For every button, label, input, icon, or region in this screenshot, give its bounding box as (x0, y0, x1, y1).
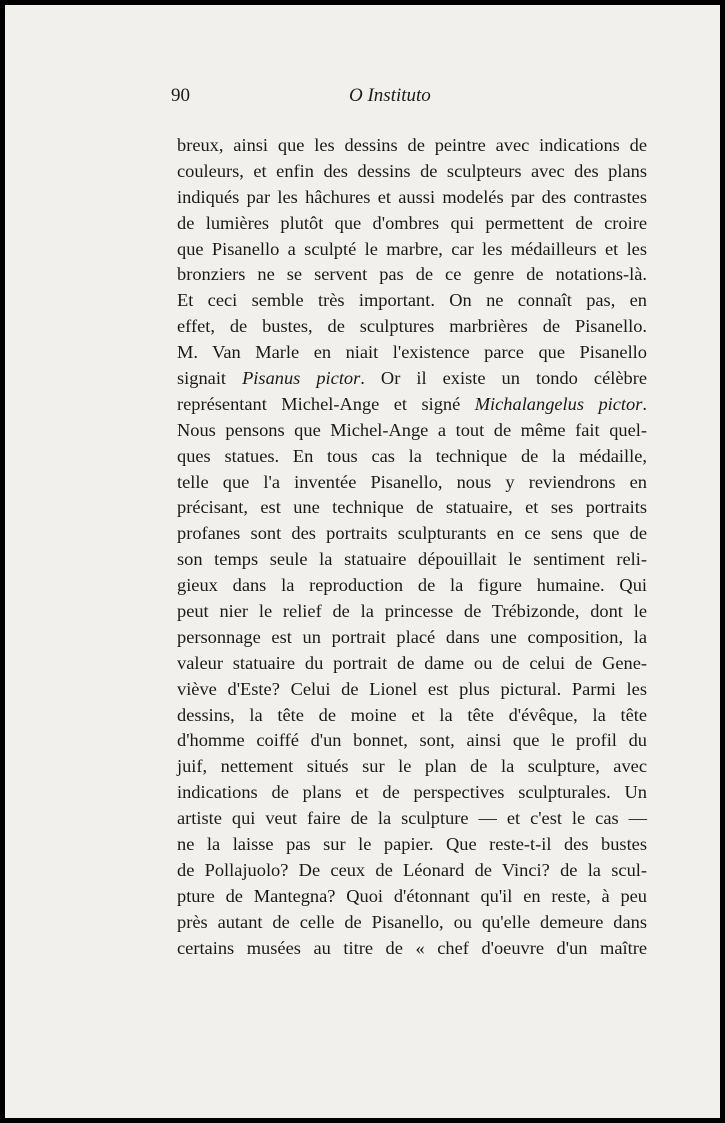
text-line: ne la laisse pas sur le papier. Que reste-t-il des bustes (177, 834, 647, 855)
text-line: pture de Mantegna? Quoi d'étonnant qu'il en reste, à peu (177, 885, 647, 906)
text-line: que Pisanello a sculpté le marbre, car les médailleurs et les (177, 238, 647, 259)
text-line: artiste qui veut faire de la sculpture — et c'est le cas — (177, 808, 647, 829)
text-line: dessins, la tête de moine et la tête d'évêque, la tête (177, 704, 647, 725)
text-line: M. Van Marle en niait l'existence parce que Pisanello (177, 342, 647, 363)
text-line: viève d'Este? Celui de Lionel est plus pictural. Parmi les (177, 678, 647, 699)
page-number: 90 (171, 85, 190, 106)
text-line: bronziers ne se servent pas de ce genre de notations-là. (177, 264, 647, 285)
text-line: juif, nettement situés sur le plan de la sculpture, avec (177, 756, 647, 777)
text-line: de Pollajuolo? De ceux de Léonard de Vinci? de la scul- (177, 859, 647, 880)
running-header (171, 85, 647, 115)
text-line: Et ceci semble très important. On ne connaît pas, en (177, 290, 647, 311)
page-sheet (5, 5, 720, 1118)
text-line: peut nier le relief de la princesse de Trébizonde, dont le (177, 601, 647, 622)
text-line: valeur statuaire du portrait de dame ou de celui de Gene- (177, 652, 647, 673)
italic-signature: Pisanus pictor (242, 368, 361, 389)
text-line: son temps seule la statuaire dépouillait le sentiment reli- (177, 549, 647, 570)
text-line: gieux dans la reproduction de la figure humaine. Qui (177, 575, 647, 596)
text-line: indications de plans et de perspectives sculpturales. Un (177, 782, 647, 803)
text-line: représentant Michel-Ange et signé Michalangelus pictor. (177, 393, 647, 414)
running-title: O Instituto (349, 85, 431, 106)
text-line: certains musées au titre de « chef d'oeuvre d'un maître (177, 937, 647, 958)
text-line: ques statues. En tous cas la technique de la médaille, (177, 445, 647, 466)
text-line: couleurs, et enfin des dessins de sculpteurs avec des plans (177, 160, 647, 181)
text-line: profanes sont des portraits sculpturants en ce sens que de (177, 523, 647, 544)
text-line: personnage est un portrait placé dans une composition, la (177, 626, 647, 647)
text-line: telle que l'a inventée Pisanello, nous y reviendrons en (177, 471, 647, 492)
text-line: précisant, est une technique de statuaire, et ses portraits (177, 497, 647, 518)
text-line: Nous pensons que Michel-Ange a tout de même fait quel- (177, 419, 647, 440)
text-line: effet, de bustes, de sculptures marbrières de Pisanello. (177, 316, 647, 337)
text-line: de lumières plutôt que d'ombres qui permettent de croire (177, 212, 647, 233)
text-line: d'homme coiffé d'un bonnet, sont, ainsi que le profil du (177, 730, 647, 751)
text-line: indiqués par les hâchures et aussi modelés par des contrastes (177, 186, 647, 207)
body-text (177, 133, 647, 962)
italic-signature: Michalangelus pictor (474, 393, 643, 414)
text-line: près autant de celle de Pisanello, ou qu'elle demeure dans (177, 911, 647, 932)
text-line: breux, ainsi que les dessins de peintre avec indications de (177, 135, 647, 155)
text-line: signait Pisanus pictor. Or il existe un tondo célèbre (177, 368, 647, 389)
